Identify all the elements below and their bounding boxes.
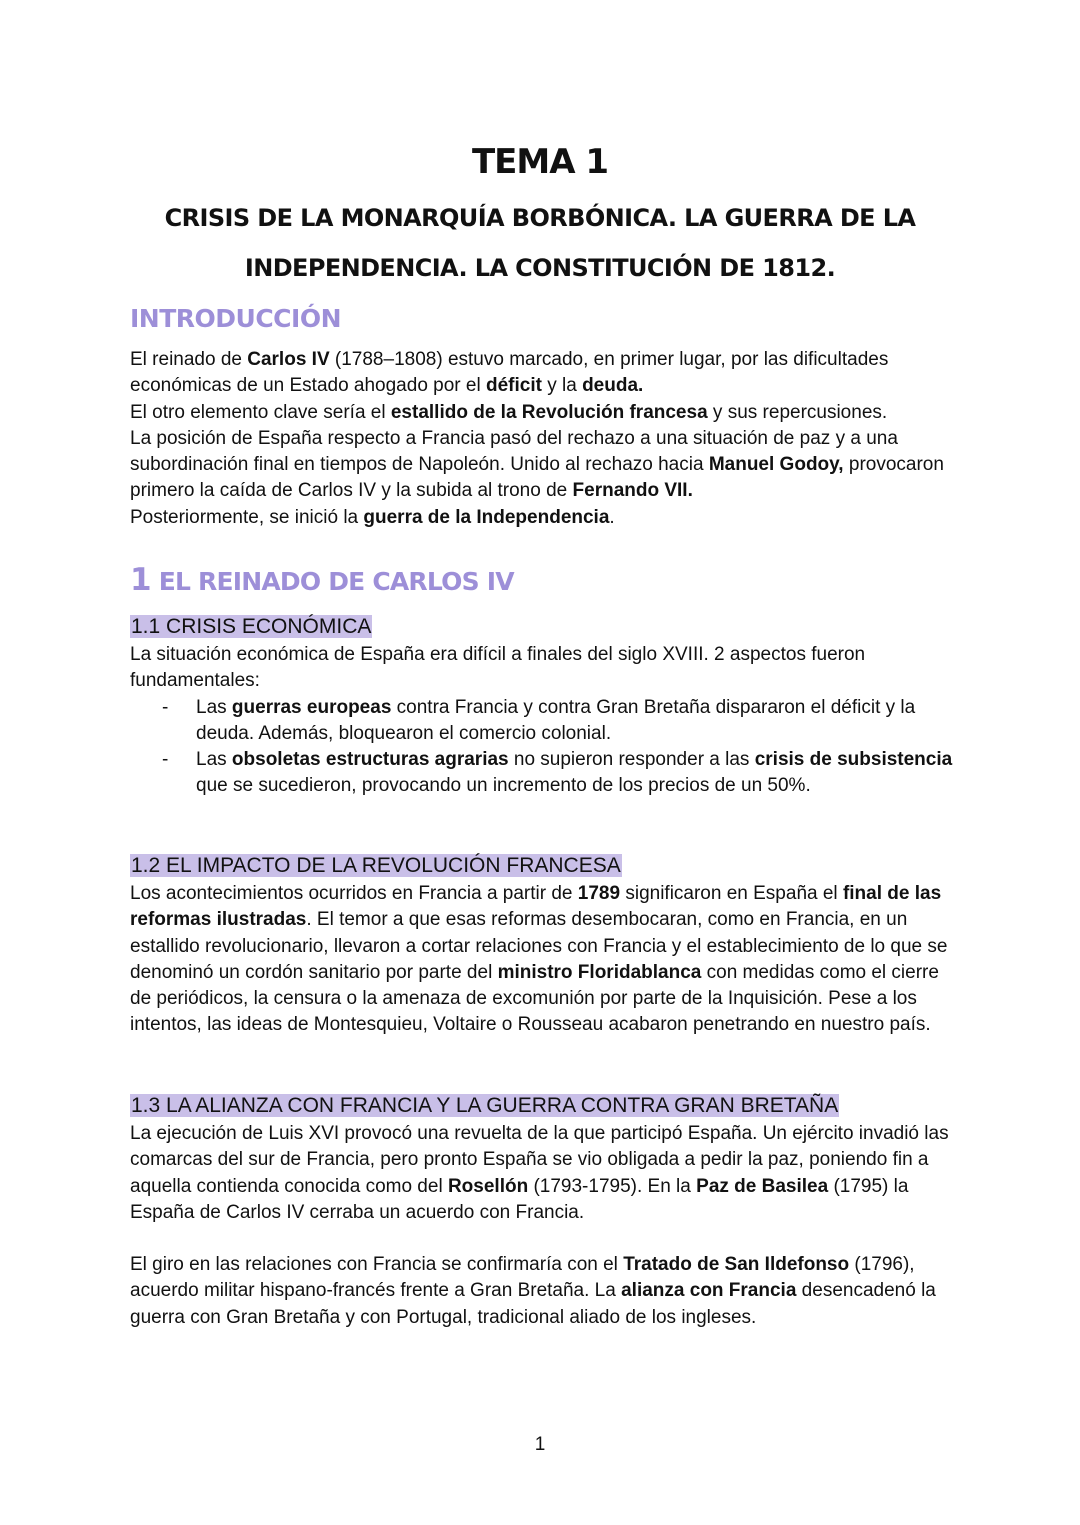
subsection-1-3-paragraph-1: La ejecución de Luis XVI provocó una revuelta de la que participó España. Un ejército invadió las comarcas del sur de Francia, pero pronto España se vio obligada a pedir la paz, poniendo fin a aquella contienda conocida como del Rosellón (1793-1795). En la Paz de Basilea (1795) la España de Carlos IV cerraba un acuerdo con Francia. — [130, 1123, 949, 1223]
subsection-1-2-text: Los acontecimientos ocurridos en Francia a partir de 1789 significaron en España el final de las reformas ilustradas. El temor a que esas reformas desembocaran, como en Francia, en un estallido revolucionario, llevaron a cortar relaciones con Francia y el establecimiento de lo que se denominó un cordón sanitario por parte del ministro Floridablanca con medidas como el cierre de periódicos, la censura o la amenaza de excomunión por parte de la Inquisición. Pese a los intentos, las ideas de Montesquieu, Voltaire o Rousseau acabaron penetrando en nuestro país. — [130, 883, 948, 1036]
list-item: - Las obsoletas estructuras agrarias no supieron responder a las crisis de subsistencia que se sucedieron, provocando un incremento de los precios de un 50%. — [162, 749, 953, 797]
list-item: - Las guerras europeas contra Francia y contra Gran Bretaña dispararon el déficit y la deuda. Además, bloquearon el comercio colonial. — [162, 696, 916, 744]
page-number: 1 — [534, 1434, 546, 1455]
document-subtitle-line-1: CRISIS DE LA MONARQUÍA BORBÓNICA. LA GUERRA DE LA — [164, 204, 916, 232]
introduction-text — [130, 347, 960, 531]
subsection-1-3-heading: 1.3 LA ALIANZA CON FRANCIA Y LA GUERRA CONTRA GRAN BRETAÑA — [131, 1094, 839, 1117]
subsection-1-1-heading: 1.1 CRISIS ECONÓMICA — [131, 615, 372, 638]
section-1-heading — [130, 562, 514, 598]
section-1-number: 1 — [130, 562, 151, 598]
intro-paragraph-4: Posteriormente, se inició la guerra de la Independencia. — [130, 506, 615, 528]
section-1-title: EL REINADO DE CARLOS IV — [158, 567, 514, 596]
intro-paragraph-1: El reinado de Carlos IV (1788–1808) estuvo marcado, en primer lugar, por las dificultades económicas de un Estado ahogado por el déficit y la deuda. — [130, 349, 889, 397]
document-title: TEMA 1 — [471, 142, 609, 182]
subsection-1-1-intro: La situación económica de España era difícil a finales del siglo XVIII. 2 aspectos fueron fundamentales: — [130, 644, 866, 692]
subsection-1-2-heading: 1.2 EL IMPACTO DE LA REVOLUCIÓN FRANCESA — [131, 854, 621, 877]
document-subtitle-line-2: INDEPENDENCIA. LA CONSTITUCIÓN DE 1812. — [244, 254, 836, 282]
intro-paragraph-2: El otro elemento clave sería el estallido de la Revolución francesa y sus repercusiones. — [130, 401, 888, 423]
subsection-1-3-paragraph-2: El giro en las relaciones con Francia se confirmaría con el Tratado de San Ildefonso (1796), acuerdo militar hispano-francés frente a Gran Bretaña. La alianza con Francia desencadenó la guerra con Gran Bretaña y con Portugal, tradicional aliado de los ingleses. — [130, 1254, 936, 1328]
introduction-heading: INTRODUCCIÓN — [130, 304, 342, 333]
subsection-1-1-text — [130, 642, 960, 800]
intro-paragraph-3: La posición de España respecto a Francia pasó del rechazo a una situación de paz y a una subordinación final en tiempos de Napoleón. Unido al rechazo hacia Manuel Godoy, provocaron primero la caída de Carlos IV y la subida al trono de Fernando VII. — [130, 427, 944, 502]
subsection-1-1-list — [130, 695, 960, 800]
